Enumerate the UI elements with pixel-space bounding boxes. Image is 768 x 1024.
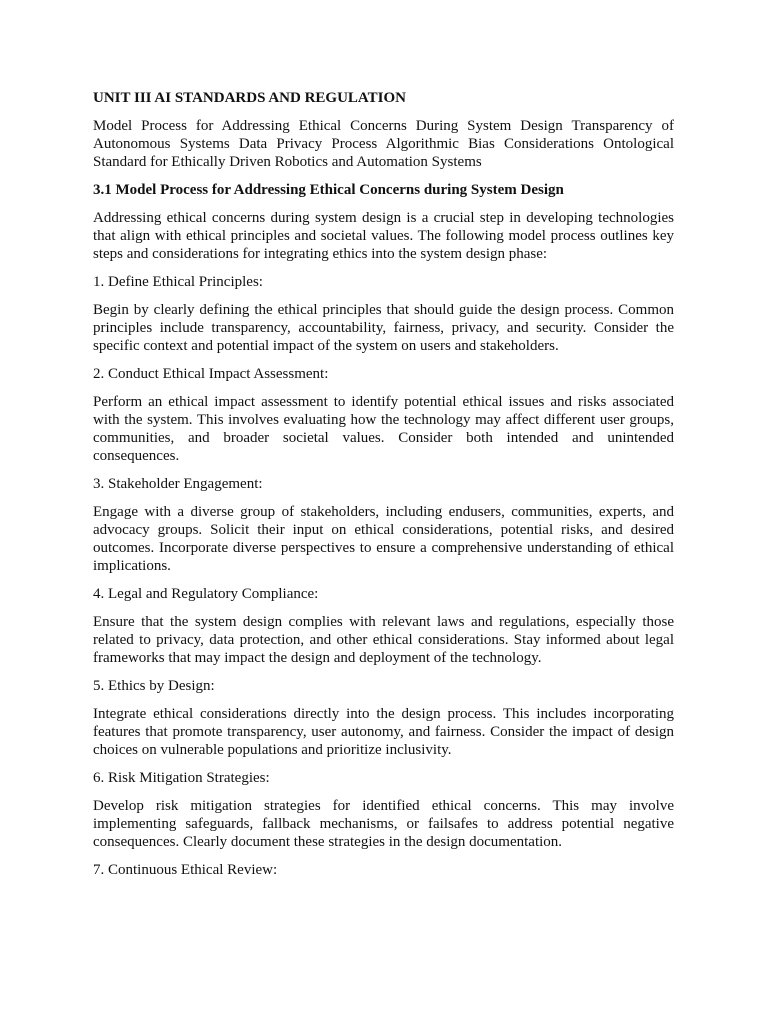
step-4-body: Ensure that the system design complies with relevant laws and regulations, especially those related to privacy, data protection, and other ethical considerations. Stay informed about legal frameworks that may impact the design and deployment of the technology.: [93, 614, 674, 666]
step-3-heading: 3. Stakeholder Engagement:: [93, 476, 263, 492]
step-6-body: Develop risk mitigation strategies for identified ethical concerns. This may involve implementing safeguards, fallback mechanisms, or failsafes to address potential negative consequences. Clearly document these strategies in the design documentation.: [93, 798, 674, 850]
step-2-heading: 2. Conduct Ethical Impact Assessment:: [93, 366, 329, 382]
step-1-body: Begin by clearly defining the ethical principles that should guide the design process. Common principles include transparency, accountability, fairness, privacy, and security. Consider the specific context and potential impact of the system on users and stakeholders.: [93, 302, 674, 354]
step-3-body: Engage with a diverse group of stakeholders, including endusers, communities, experts, and advocacy groups. Solicit their input on ethical considerations, potential risks, and desired outcomes. Incorporate diverse perspectives to ensure a comprehensive understanding of ethical implications.: [93, 504, 674, 574]
step-5-heading: 5. Ethics by Design:: [93, 678, 215, 694]
section-title: 3.1 Model Process for Addressing Ethical Concerns during System Design: [93, 182, 564, 198]
step-6-heading: 6. Risk Mitigation Strategies:: [93, 770, 270, 786]
unit-title: UNIT III AI STANDARDS AND REGULATION: [93, 90, 406, 106]
step-2-body: Perform an ethical impact assessment to identify potential ethical issues and risks associated with the system. This involves evaluating how the technology may affect different user groups, communities, and broader societal values. Consider both intended and unintended consequences.: [93, 394, 674, 464]
step-5-body: Integrate ethical considerations directly into the design process. This includes incorporating features that promote transparency, user autonomy, and fairness. Consider the impact of design choices on vulnerable populations and prioritize inclusivity.: [93, 706, 674, 758]
step-4-heading: 4. Legal and Regulatory Compliance:: [93, 586, 319, 602]
topics-summary: Model Process for Addressing Ethical Concerns During System Design Transparency of Autonomous Systems Data Privacy Process Algorithmic Bias Considerations Ontological Standard for Ethically Driven Robotics and Automation Systems: [93, 118, 674, 170]
intro-paragraph: Addressing ethical concerns during system design is a crucial step in developing technologies that align with ethical principles and societal values. The following model process outlines key steps and considerations for integrating ethics into the system design phase:: [93, 210, 674, 262]
document-page: [93, 85, 674, 889]
step-1-heading: 1. Define Ethical Principles:: [93, 274, 263, 290]
step-7-heading: 7. Continuous Ethical Review:: [93, 862, 278, 878]
